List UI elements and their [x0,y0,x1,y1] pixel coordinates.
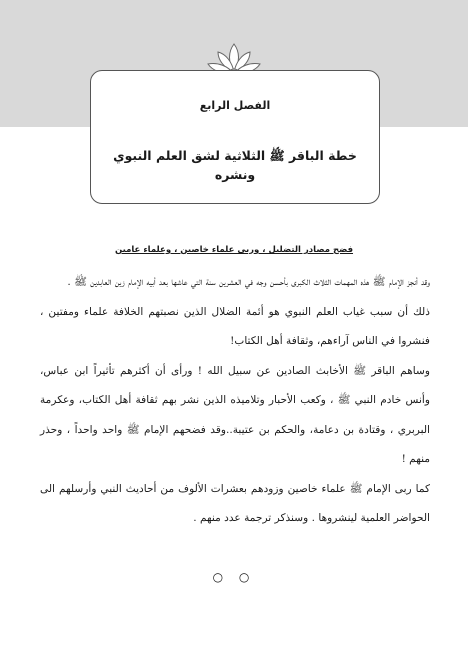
chapter-label: الفصل الرابع [199,99,271,112]
section-heading-text: فضح مصادر التضليل ، وربى علماء خاصين ، وعلماء عامين [114,245,354,255]
section-heading [40,245,428,255]
end-mark: ○ ○ [212,570,256,584]
paragraph: وساهم الباقر ﷺ الأخابث الصادين عن سبيل الله ! ورأى أن أكثرهم تأثيراً ابن عباس، وأنس خادم النبي ﷺ ، وكعب الأحبار وتلاميذه الذين نشر بهم ثقافة أهل الكتاب، وعكرمة البربري ، وقتادة بن دعامة، والحكم بن عتيبة..وقد فضحهم الإمام ﷺ واحد واحداً ، وحذر منهم ! [40,364,430,465]
paragraph: وقد أنجز الإمام ﷺ هذه المهمات الثلاث الكبرى بأحسن وجه في العشرين سنة التي عاشها بعد أبيه الإمام زين العابدين ﷺ . [67,276,430,288]
chapter-title-box [90,70,380,204]
body-text [40,268,430,534]
paragraph: كما ربى الإمام ﷺ علماء خاصين وزودهم بعشرات الألوف من أحاديث النبي وأرسلهم الى الحواضر العلمية لينشروها . وسنذكر ترجمة عدد منهم . [40,482,430,524]
paragraph: ذلك أن سبب غياب العلم النبوي هو أئمة الضلال الذين نصبتهم الخلافة علماء ومفتين ، فنشروا في الناس آراءهم، وثقافة أهل الكتاب! [40,305,430,347]
chapter-title: خطة الباقر ﷺ الثلاثية لشق العلم النبوي ونشره [113,148,357,182]
